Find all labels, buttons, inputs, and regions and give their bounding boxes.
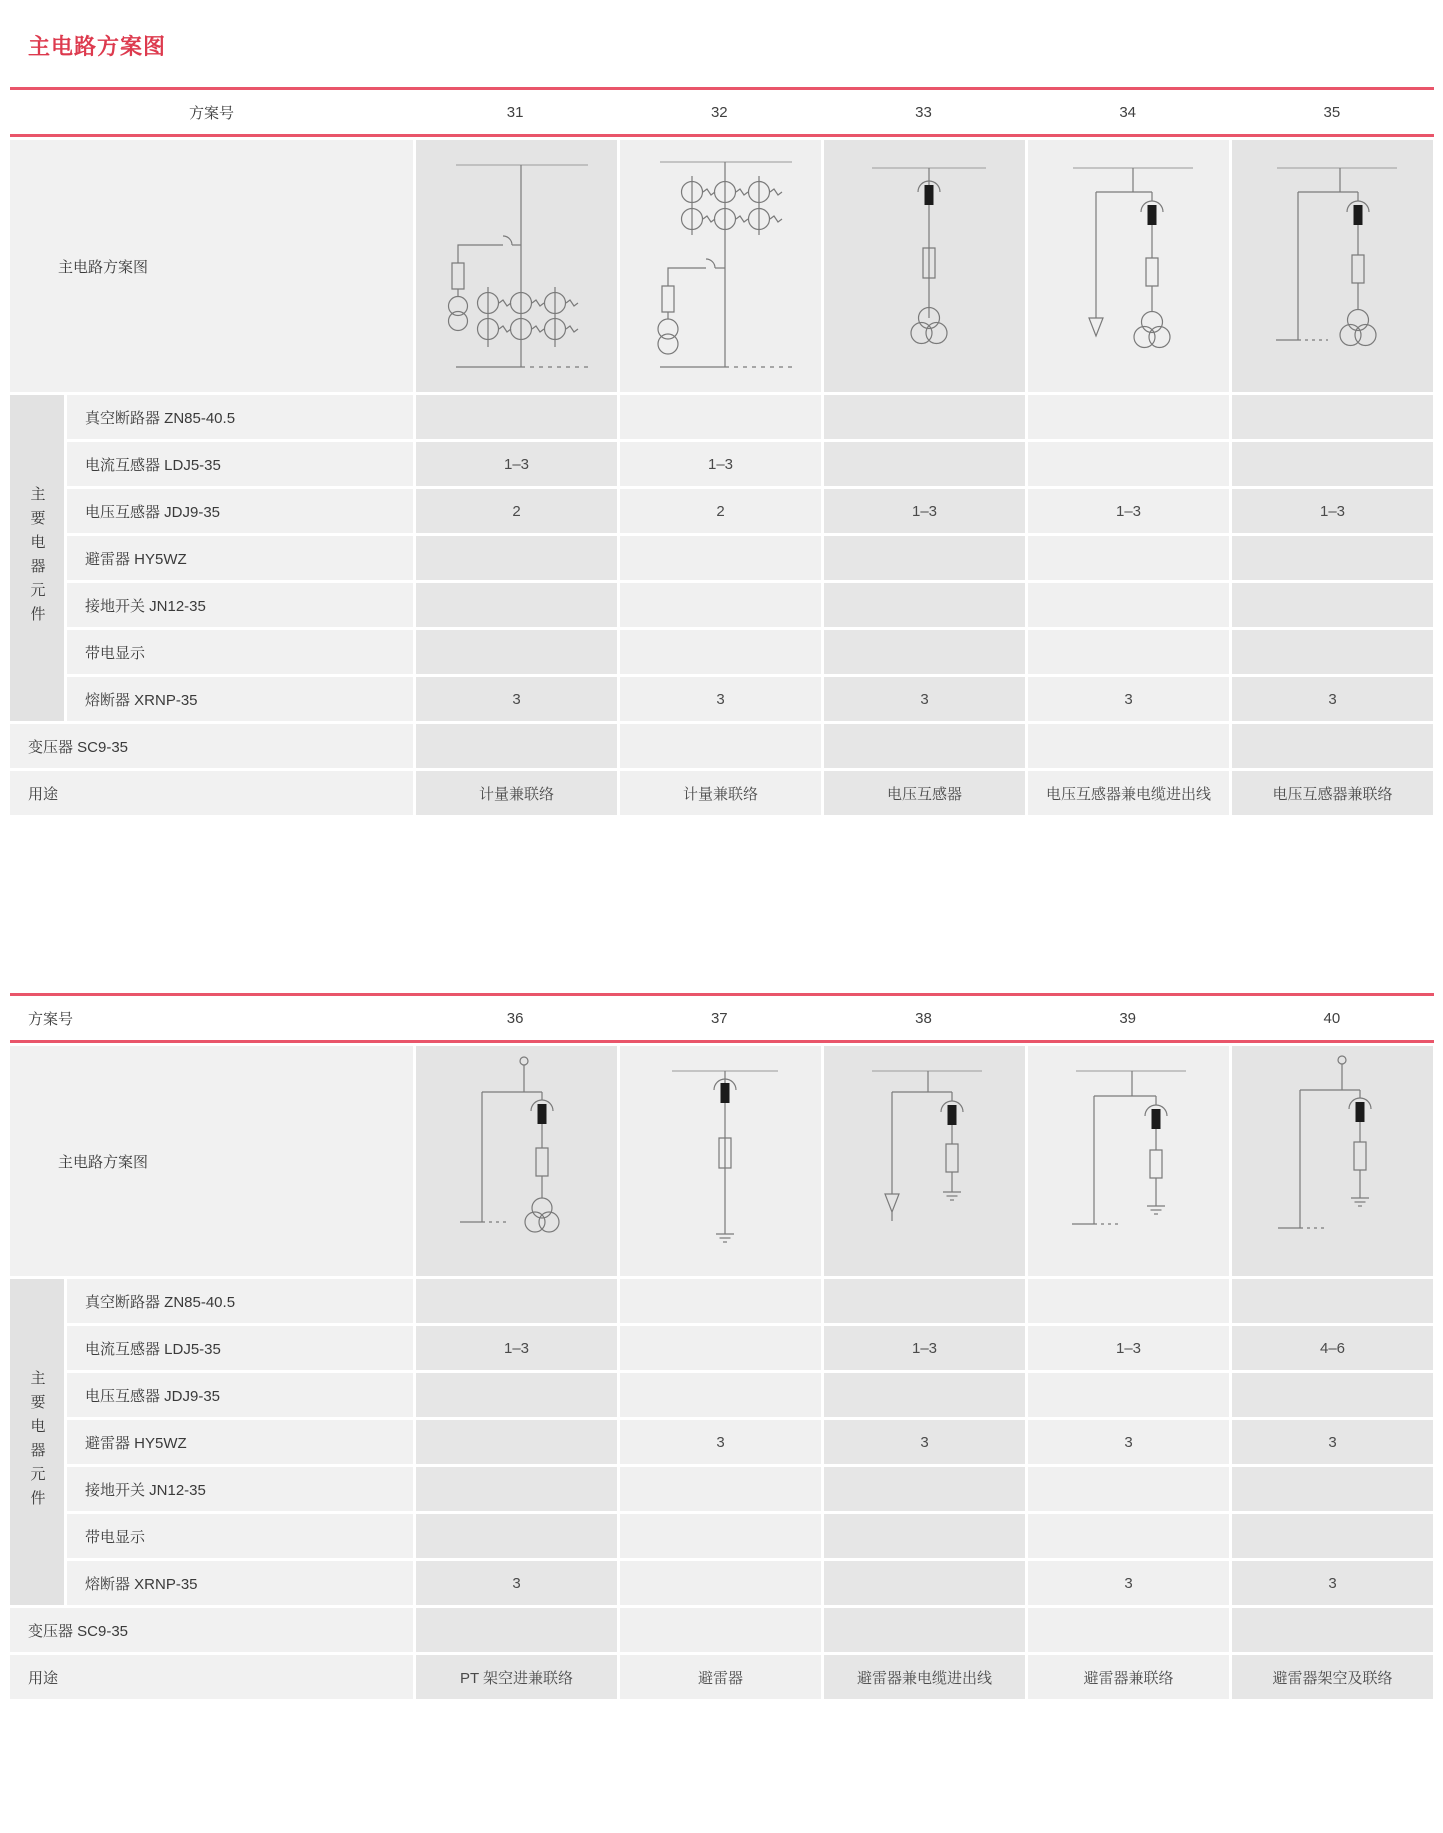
component-row-label: 真空断路器 ZN85-40.5 xyxy=(67,1279,413,1323)
value-cell xyxy=(620,1279,821,1323)
usage-cell: 计量兼联络 xyxy=(620,771,821,815)
earth-terminal-icon xyxy=(1351,1198,1369,1206)
value-cell xyxy=(824,1279,1025,1323)
value-cell xyxy=(620,1326,821,1370)
value-cell xyxy=(824,1561,1025,1605)
component-group-label: 主要电器元件 xyxy=(28,486,46,630)
circuit-diagram-37 xyxy=(620,1046,821,1276)
scheme-table-36-40 xyxy=(10,993,1434,1699)
value-cell xyxy=(1028,630,1229,674)
component-row-label: 电流互感器 LDJ5-35 xyxy=(67,442,413,486)
value-cell: 3 xyxy=(620,677,821,721)
component-row-label: 熔断器 XRNP-35 xyxy=(67,677,413,721)
circuit-diagram-36 xyxy=(416,1046,617,1276)
value-cell: 1–3 xyxy=(620,442,821,486)
scheme-number-32: 32 xyxy=(710,103,728,121)
value-cell xyxy=(620,630,821,674)
value-cell xyxy=(824,1514,1025,1558)
circuit-diagram-40 xyxy=(1232,1046,1433,1276)
value-cell: 3 xyxy=(1232,677,1433,721)
usage-cell: PT 架空进兼联络 xyxy=(416,1655,617,1699)
load-break-switch-icon xyxy=(668,259,725,286)
value-cell xyxy=(1028,395,1229,439)
value-cell xyxy=(620,1467,821,1511)
value-cell xyxy=(1028,724,1229,768)
value-cell: 2 xyxy=(416,489,617,533)
value-cell xyxy=(416,1467,617,1511)
circuit-diagram-31 xyxy=(416,140,617,392)
fuse-icon xyxy=(662,286,674,312)
scheme-number-36: 36 xyxy=(506,1009,524,1027)
scheme-number-35: 35 xyxy=(1323,103,1341,121)
earth-terminal-icon xyxy=(716,1234,734,1242)
value-cell xyxy=(416,1420,617,1464)
value-cell: 1–3 xyxy=(824,489,1025,533)
value-cell xyxy=(1028,1279,1229,1323)
value-cell xyxy=(416,395,617,439)
value-cell xyxy=(1232,1467,1433,1511)
scheme-number-38: 38 xyxy=(915,1009,932,1027)
value-cell xyxy=(620,1608,821,1652)
component-row-label: 电压互感器 JDJ9-35 xyxy=(67,1373,413,1417)
value-cell: 3 xyxy=(1028,1561,1229,1605)
value-cell xyxy=(1028,536,1229,580)
value-cell xyxy=(824,536,1025,580)
value-cell xyxy=(620,1373,821,1417)
value-cell xyxy=(416,583,617,627)
usage-cell: 电压互感器 xyxy=(824,771,1025,815)
earth-terminal-icon xyxy=(1147,1206,1165,1214)
component-row-label: 带电显示 xyxy=(67,630,413,674)
voltage-transformer-icon xyxy=(658,319,678,354)
page-title: 主电路方案图 xyxy=(28,34,167,59)
fuse-icon xyxy=(946,1144,958,1172)
value-cell xyxy=(1232,536,1433,580)
value-cell xyxy=(620,1561,821,1605)
usage-cell: 电压互感器兼联络 xyxy=(1232,771,1433,815)
fuse-icon xyxy=(1354,1142,1366,1170)
value-cell xyxy=(1028,1514,1229,1558)
value-cell xyxy=(416,1279,617,1323)
overhead-line-terminal-icon xyxy=(520,1057,528,1065)
usage-cell: 避雷器兼电缆进出线 xyxy=(824,1655,1025,1699)
surge-arrester-icon xyxy=(1145,1105,1167,1129)
value-cell: 1–3 xyxy=(1232,489,1433,533)
value-cell: 2 xyxy=(620,489,821,533)
value-cell xyxy=(824,1608,1025,1652)
value-cell xyxy=(620,724,821,768)
component-row-label: 接地开关 JN12-35 xyxy=(67,583,413,627)
scheme-number-39: 39 xyxy=(1119,1009,1137,1027)
value-cell xyxy=(620,583,821,627)
value-cell: 1–3 xyxy=(1028,1326,1229,1370)
value-cell xyxy=(416,1373,617,1417)
value-cell xyxy=(1232,395,1433,439)
usage-row-label: 用途 xyxy=(10,771,413,815)
cable-outlet-icon xyxy=(885,1194,899,1212)
component-group-strip xyxy=(10,1279,64,1605)
value-cell xyxy=(1028,583,1229,627)
value-cell xyxy=(1028,1608,1229,1652)
value-cell xyxy=(824,395,1025,439)
scheme-no-header: 方案号 xyxy=(28,1010,74,1028)
value-cell: 3 xyxy=(824,677,1025,721)
value-cell: 3 xyxy=(416,1561,617,1605)
circuit-diagram-38 xyxy=(824,1046,1025,1276)
scheme-number-31: 31 xyxy=(506,103,524,121)
component-group-strip xyxy=(10,395,64,721)
circuit-diagram-35 xyxy=(1232,140,1433,392)
value-cell: 3 xyxy=(1028,677,1229,721)
surge-arrester-icon xyxy=(1349,1098,1371,1122)
instrument-transformer-bank-icon xyxy=(478,287,579,347)
value-cell xyxy=(824,1467,1025,1511)
scheme-number-33: 33 xyxy=(915,103,932,121)
voltage-transformer-triple-icon xyxy=(1134,312,1170,348)
component-row-label: 真空断路器 ZN85-40.5 xyxy=(67,395,413,439)
diagram-row-label: 主电路方案图 xyxy=(10,1046,413,1276)
value-cell xyxy=(824,1373,1025,1417)
component-row-label: 带电显示 xyxy=(67,1514,413,1558)
usage-cell: 避雷器 xyxy=(620,1655,821,1699)
value-cell xyxy=(1232,1373,1433,1417)
value-cell xyxy=(416,724,617,768)
value-cell xyxy=(1232,442,1433,486)
voltage-transformer-triple-icon xyxy=(1340,310,1376,346)
circuit-diagram-33 xyxy=(824,140,1025,392)
diagram-row-label: 主电路方案图 xyxy=(10,140,413,392)
value-cell xyxy=(620,536,821,580)
scheme-table-31-35 xyxy=(10,87,1434,815)
transformer-row-label: 变压器 SC9-35 xyxy=(10,1608,413,1652)
value-cell: 3 xyxy=(824,1420,1025,1464)
surge-arrester-icon xyxy=(1347,201,1369,225)
component-row-label: 接地开关 JN12-35 xyxy=(67,1467,413,1511)
usage-cell: 计量兼联络 xyxy=(416,771,617,815)
fuse-icon xyxy=(536,1148,548,1176)
fuse-icon xyxy=(1146,258,1158,286)
component-group-label: 主要电器元件 xyxy=(28,1370,46,1514)
value-cell xyxy=(1232,1514,1433,1558)
value-cell: 4–6 xyxy=(1232,1326,1433,1370)
fuse-icon xyxy=(1150,1150,1162,1178)
table-body xyxy=(10,140,1434,815)
fuse-icon xyxy=(1352,255,1364,283)
value-cell xyxy=(1232,630,1433,674)
overhead-line-terminal-icon xyxy=(1338,1056,1346,1064)
load-break-switch-icon xyxy=(458,236,521,263)
table-body xyxy=(10,1046,1434,1699)
surge-arrester-icon xyxy=(1141,201,1163,225)
cable-outlet-icon xyxy=(1089,318,1103,336)
value-cell xyxy=(416,1514,617,1558)
value-cell xyxy=(1028,1373,1229,1417)
surge-arrester-icon xyxy=(531,1100,553,1124)
surge-arrester-icon xyxy=(941,1101,963,1125)
table-header xyxy=(10,87,1434,137)
value-cell xyxy=(416,536,617,580)
usage-cell: 避雷器兼联络 xyxy=(1028,1655,1229,1699)
value-cell xyxy=(1232,583,1433,627)
value-cell: 3 xyxy=(1232,1420,1433,1464)
usage-cell: 避雷器架空及联络 xyxy=(1232,1655,1433,1699)
value-cell: 1–3 xyxy=(824,1326,1025,1370)
value-cell: 3 xyxy=(1028,1420,1229,1464)
instrument-transformer-bank-icon xyxy=(682,176,783,235)
value-cell xyxy=(1028,1467,1229,1511)
value-cell xyxy=(824,583,1025,627)
value-cell: 3 xyxy=(416,677,617,721)
circuit-diagram-32 xyxy=(620,140,821,392)
component-row-label: 避雷器 HY5WZ xyxy=(67,536,413,580)
value-cell xyxy=(824,724,1025,768)
fuse-icon xyxy=(452,263,464,289)
value-cell xyxy=(416,1608,617,1652)
component-row-label: 电压互感器 JDJ9-35 xyxy=(67,489,413,533)
value-cell xyxy=(1232,1279,1433,1323)
value-cell: 3 xyxy=(620,1420,821,1464)
value-cell xyxy=(1028,442,1229,486)
component-row-label: 避雷器 HY5WZ xyxy=(67,1420,413,1464)
table-header xyxy=(10,993,1434,1043)
component-row-label: 电流互感器 LDJ5-35 xyxy=(67,1326,413,1370)
earth-terminal-icon xyxy=(943,1192,961,1200)
scheme-no-header: 方案号 xyxy=(188,104,234,122)
value-cell xyxy=(620,395,821,439)
value-cell: 1–3 xyxy=(416,442,617,486)
value-cell xyxy=(824,630,1025,674)
circuit-diagram-39 xyxy=(1028,1046,1229,1276)
voltage-transformer-triple-icon xyxy=(525,1198,559,1232)
value-cell xyxy=(1232,724,1433,768)
transformer-row-label: 变压器 SC9-35 xyxy=(10,724,413,768)
scheme-number-37: 37 xyxy=(710,1009,728,1027)
scheme-number-40: 40 xyxy=(1323,1009,1341,1027)
value-cell: 1–3 xyxy=(416,1326,617,1370)
value-cell: 1–3 xyxy=(1028,489,1229,533)
usage-cell: 电压互感器兼电缆进出线 xyxy=(1028,771,1229,815)
value-cell xyxy=(620,1514,821,1558)
value-cell xyxy=(1232,1608,1433,1652)
value-cell: 3 xyxy=(1232,1561,1433,1605)
value-cell xyxy=(824,442,1025,486)
voltage-transformer-icon xyxy=(449,297,468,331)
component-row-label: 熔断器 XRNP-35 xyxy=(67,1561,413,1605)
circuit-diagram-34 xyxy=(1028,140,1229,392)
value-cell xyxy=(416,630,617,674)
usage-row-label: 用途 xyxy=(10,1655,413,1699)
scheme-number-34: 34 xyxy=(1119,103,1137,121)
